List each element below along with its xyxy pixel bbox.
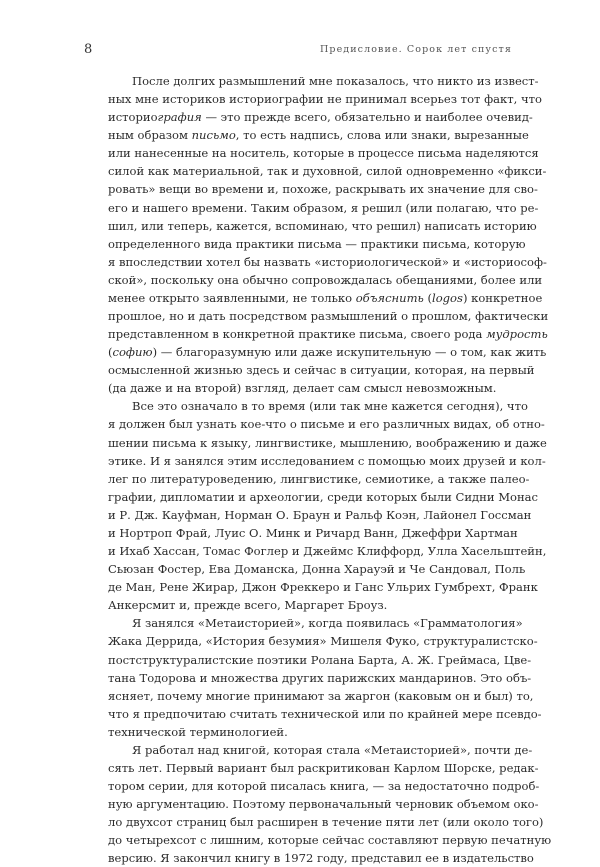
text-run: силой как материальной, так и духовной, силой одновременно «фикси- [108, 164, 547, 179]
paragraph-1 [84, 72, 549, 397]
running-head: Предисловие. Сорок лет спустя [320, 44, 512, 55]
page-number: 8 [84, 42, 93, 57]
text-run: ным образом [108, 128, 192, 143]
text-run: определенного вида практики письма — практики письма, которую [108, 236, 526, 251]
text-line: что я предпочитаю считать технической или по крайней мере псевдо- [108, 706, 542, 721]
text-run: ( [423, 290, 433, 305]
text-line: сять лет. Первый вариант был раскритикован Карлом Шорске, редак- [108, 760, 539, 775]
text-line: постструктуралистские поэтики Ролана Барта, А. Ж. Греймаса, Цве- [108, 652, 532, 667]
text-line: этике. И я занялся этим исследованием с помощью моих друзей и кол- [108, 453, 546, 468]
italic-term: мудрость [486, 327, 548, 342]
text-line: де Ман, Рене Жирар, Джон Фреккеро и Ганс Ульрих Гумбрехт, Франк [108, 580, 538, 595]
text-line: Я работал над книгой, которая стала «Метаисторией», почти де- [132, 742, 533, 757]
text-run: осмысленной жизнью здесь и сейчас в ситуации, которая, на первый [108, 363, 535, 378]
text-run: ( [108, 345, 113, 360]
text-run: его и нашего времени. Таким образом, я решил (или полагаю, что ре- [108, 200, 539, 215]
text-line: ло двухсот страниц был расширен в течение пяти лет (или около того) [108, 815, 544, 830]
text-line: Сьюзан Фостер, Ева Доманска, Донна Харауэй и Че Сандовал, Поль [108, 562, 526, 577]
text-line [84, 72, 539, 90]
italic-term: письмо [191, 128, 236, 143]
italic-term: объяснить [355, 290, 424, 305]
paragraph-2 [84, 397, 547, 614]
text-run: , то есть надпись, слова или знаки, вырезанные [235, 128, 529, 143]
text-line: и Нортроп Фрай, Луис О. Минк и Ричард Ванн, Джеффри Хартман [108, 525, 518, 540]
text-run: историо [108, 110, 158, 125]
text-line: графии, дипломатии и археологии, среди которых были Сидни Монас [108, 489, 539, 504]
text-line: Все это означало в то время (или так мне кажется сегодня), что [132, 399, 528, 414]
text-line: до четырехсот с лишним, которые сейчас составляют первую печатную [108, 833, 552, 848]
text-line [84, 379, 512, 397]
paragraph-4 [84, 741, 552, 867]
text-line [84, 217, 537, 235]
text-run: или нанесенные на носитель, которые в процессе письма наделяются [108, 146, 539, 161]
text-line [84, 235, 526, 253]
text-line [84, 343, 547, 361]
italic-term: logos [432, 290, 463, 305]
text-line: ясняет, почему многие принимают за жаргон (каковым он и был) то, [108, 688, 534, 703]
text-line: я должен был узнать кое-что о письме и его различных видах, об отно- [108, 417, 545, 432]
text-line [84, 307, 549, 325]
text-line: и Ихаб Хассан, Томас Фоглер и Джеймс Клиффорд, Улла Хасельштейн, [108, 544, 547, 559]
text-line: тана Тодорова и множества других парижских мандаринов. Это объ- [108, 670, 532, 685]
body-text [84, 72, 552, 867]
text-line [84, 271, 543, 289]
italic-term: софию [112, 345, 153, 360]
text-line: Анкерсмит и, прежде всего, Маргарет Броуз. [108, 598, 388, 613]
text-run: шил, или теперь, кажется, вспоминаю, что решил) написать историю [108, 218, 537, 233]
text-line: ную аргументацию. Поэтому первоначальный черновик объемом око- [108, 797, 539, 812]
text-line [84, 199, 539, 217]
text-line: Я занялся «Метаисторией», когда появилась «Грамматология» [132, 616, 523, 631]
text-run: ) — благоразумную или даже искупительную — о том, как жить [152, 345, 547, 360]
text-line [84, 180, 538, 198]
text-run: менее открыто заявленными, не только [108, 290, 356, 305]
text-line: Жака Деррида, «История безумия» Мишеля Фуко, структуралистско- [108, 634, 538, 649]
paragraph-3 [84, 614, 542, 741]
text-line: лег по литературоведению, лингвистике, семиотике, а также палео- [108, 471, 530, 486]
text-line: шении письма к языку, лингвистике, мышлению, воображению и даже [108, 435, 547, 450]
text-line [84, 144, 539, 162]
text-line [84, 361, 535, 379]
text-run: представленном в конкретной практике письма, своего рода [108, 327, 487, 342]
text-run: прошлое, но и дать посредством размышлений о прошлом, фактически [108, 309, 549, 324]
text-run: — это прежде всего, обязательно и наиболее очевид- [201, 110, 533, 125]
text-line: технической терминологией. [108, 724, 288, 739]
text-line [84, 325, 548, 343]
text-run: я впоследствии хотел бы назвать «историологической» и «историософ- [108, 254, 547, 269]
text-line [84, 126, 529, 144]
italic-term: графия [157, 110, 202, 125]
text-line: тором серии, для которой писалась книга, — за недостаточно подроб- [108, 779, 540, 794]
text-line [84, 108, 533, 126]
text-run: ровать» вещи во времени и, похоже, раскрывать их значение для сво- [108, 182, 538, 197]
text-run: После долгих размышлений мне показалось, что никто из извест- [132, 74, 539, 88]
text-run: (да даже и на второй) взгляд, делает сам смысл невозможным. [108, 381, 497, 396]
text-line: и Р. Дж. Кауфман, Норман О. Браун и Ральф Коэн, Лайонел Госсман [108, 507, 532, 522]
text-line [84, 90, 542, 108]
text-line: версию. Я закончил книгу в 1972 году, представил ее в издательство [108, 851, 534, 866]
text-line [84, 162, 547, 180]
text-run: ской», поскольку она обычно сопровождалась обещаниями, более или [108, 272, 543, 287]
text-line [84, 289, 543, 307]
text-run: ных мне историков историографии не принимал всерьез тот факт, что [108, 92, 542, 107]
text-run: ) конкретное [462, 290, 543, 305]
text-line [84, 253, 547, 271]
